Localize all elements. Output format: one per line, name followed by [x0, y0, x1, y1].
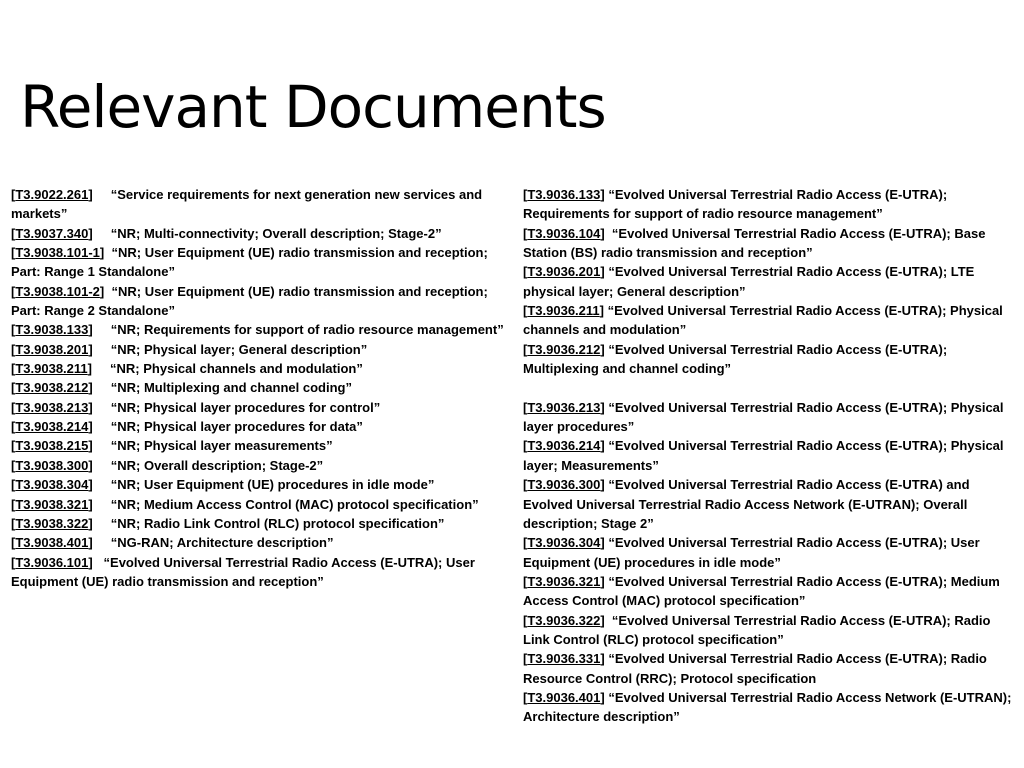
reference-entry: [T3.9036.201] “Evolved Universal Terrestrial Radio Access (E-UTRA); LTE physical layer; General description” — [523, 264, 975, 299]
reference-entry: [T3.9022.261] “Service requirements for next generation new services and markets” — [11, 187, 483, 222]
reference-title: “NR; Physical layer procedures for control” — [110, 399, 381, 415]
reference-entry: [T3.9037.340] “NR; Multi-connectivity; Overall description; Stage-2” — [11, 225, 442, 241]
reference-title: “Evolved Universal Terrestrial Radio Access (E-UTRA); Medium Access Control (MAC) protocol specification” — [523, 573, 1000, 609]
reference-entry: [T3.9036.300] “Evolved Universal Terrestrial Radio Access (E-UTRA) and Evolved Universal Terrestrial Radio Access Network (E-UTRAN); Overall description; Stage 2” — [523, 477, 970, 531]
reference-separator: ] — [88, 380, 111, 396]
reference-title: “NR; User Equipment (UE) radio transmission and reception; Part: Range 1 Standalone” — [11, 245, 488, 280]
reference-entry: [T3.9038.101-1] “NR; User Equipment (UE) radio transmission and reception; Part: Range 1 Standalone” — [11, 245, 488, 280]
reference-link[interactable]: T3.9036.322 — [527, 612, 601, 628]
reference-separator: ] — [600, 399, 609, 415]
reference-separator: ] — [600, 438, 609, 454]
reference-title: “Evolved Universal Terrestrial Radio Access (E-UTRA); Base Station (BS) radio transmission and reception” — [523, 225, 986, 261]
reference-link[interactable]: T3.9036.104 — [527, 225, 601, 241]
reference-title: “NR; Multi-connectivity; Overall description; Stage-2” — [110, 225, 442, 241]
reference-separator: ] — [88, 496, 111, 512]
reference-link[interactable]: T3.9036.331 — [527, 651, 601, 667]
reference-link[interactable]: T3.9036.304 — [527, 535, 601, 551]
reference-separator: ] — [88, 438, 111, 454]
reference-separator: ] — [88, 322, 111, 338]
reference-link[interactable]: T3.9022.261 — [15, 187, 89, 202]
reference-title: “Evolved Universal Terrestrial Radio Access (E-UTRA); Physical channels and modulation” — [523, 303, 1003, 338]
reference-entry: [T3.9036.133] “Evolved Universal Terrestrial Radio Access (E-UTRA); Requirements for support of radio resource management” — [523, 187, 948, 222]
reference-separator: ] — [87, 361, 111, 377]
reference-link[interactable]: T3.9036.401 — [527, 689, 601, 705]
reference-separator: ] — [88, 477, 111, 493]
reference-link[interactable]: T3.9036.211 — [527, 303, 600, 319]
reference-separator: ] — [88, 554, 104, 570]
reference-link[interactable]: T3.9036.212 — [527, 341, 601, 357]
reference-link[interactable]: T3.9038.215 — [15, 438, 89, 454]
reference-link[interactable]: T3.9038.101-2 — [15, 283, 100, 299]
reference-link[interactable]: T3.9036.214 — [527, 438, 601, 454]
reference-entry: [T3.9036.322] “Evolved Universal Terrestrial Radio Access (E-UTRA); Radio Link Control (RLC) protocol specification” — [523, 612, 991, 647]
reference-title: “Evolved Universal Terrestrial Radio Access (E-UTRA); LTE physical layer; General description” — [523, 264, 975, 299]
reference-entry: [T3.9038.322] “NR; Radio Link Control (RLC) protocol specification” — [11, 515, 445, 531]
reference-link[interactable]: T3.9036.321 — [527, 573, 601, 589]
reference-link[interactable]: T3.9038.213 — [15, 399, 89, 415]
reference-title: “Evolved Universal Terrestrial Radio Access (E-UTRA) and Evolved Universal Terrestrial Radio Access Network (E-UTRAN); Overall description; Stage 2” — [523, 477, 970, 531]
reference-separator: ] — [600, 477, 609, 493]
reference-title: “Evolved Universal Terrestrial Radio Access (E-UTRA); Physical layer; Measurements” — [523, 438, 1004, 473]
reference-link[interactable]: T3.9036.101 — [15, 554, 89, 570]
reference-link[interactable]: T3.9038.322 — [15, 515, 89, 531]
reference-entry: [T3.9036.331] “Evolved Universal Terrestrial Radio Access (E-UTRA); Radio Resource Control (RRC); Protocol specification — [523, 651, 987, 686]
reference-link[interactable]: T3.9037.340 — [15, 225, 89, 241]
reference-entry: [T3.9038.201] “NR; Physical layer; General description” — [11, 341, 368, 357]
reference-title: “NR; Physical layer measurements” — [110, 438, 333, 454]
reference-title: “NR; Medium Access Control (MAC) protocol specification” — [110, 496, 479, 512]
reference-link[interactable]: T3.9038.101-1 — [15, 245, 100, 261]
reference-entry: [T3.9036.211] “Evolved Universal Terrestrial Radio Access (E-UTRA); Physical channels and modulation” — [523, 303, 1003, 338]
reference-separator: ] — [88, 187, 111, 202]
reference-title: “NR; User Equipment (UE) procedures in idle mode” — [110, 477, 435, 493]
reference-entry: [T3.9038.321] “NR; Medium Access Control (MAC) protocol specification” — [11, 496, 479, 512]
reference-separator: ] — [600, 651, 609, 667]
reference-link[interactable]: T3.9038.201 — [15, 341, 89, 357]
reference-separator: ] — [99, 245, 112, 261]
reference-title: “Service requirements for next generation new services and markets” — [11, 187, 483, 222]
reference-separator: ] — [88, 515, 111, 531]
reference-separator: ] — [88, 341, 111, 357]
reference-title: “NR; Physical layer; General description” — [110, 341, 368, 357]
reference-title: “NR; Multiplexing and channel coding” — [110, 380, 352, 396]
reference-separator: ] — [88, 399, 111, 415]
reference-link[interactable]: T3.9038.304 — [15, 477, 89, 493]
reference-entry: [T3.9036.104] “Evolved Universal Terrestrial Radio Access (E-UTRA); Base Station (BS) radio transmission and reception” — [523, 225, 986, 261]
reference-entry: [T3.9036.214] “Evolved Universal Terrestrial Radio Access (E-UTRA); Physical layer; Measurements” — [523, 438, 1004, 473]
reference-entry: [T3.9038.211] “NR; Physical channels and modulation” — [11, 361, 363, 377]
reference-link[interactable]: T3.9038.214 — [15, 419, 89, 435]
reference-entry: [T3.9038.300] “NR; Overall description; Stage-2” — [11, 457, 324, 473]
reference-entry: [T3.9038.214] “NR; Physical layer procedures for data” — [11, 419, 363, 435]
reference-link[interactable]: T3.9038.212 — [15, 380, 89, 396]
reference-title: “Evolved Universal Terrestrial Radio Access (E-UTRA); Radio Link Control (RLC) protocol specification” — [523, 612, 991, 647]
left-reference-list — [11, 185, 511, 591]
reference-separator: ] — [88, 419, 111, 435]
reference-title: “Evolved Universal Terrestrial Radio Access (E-UTRA); User Equipment (UE) radio transmission and reception” — [11, 554, 475, 589]
page-title: Relevant Documents — [20, 73, 606, 141]
reference-separator: ] — [88, 225, 111, 241]
reference-title: “Evolved Universal Terrestrial Radio Access (E-UTRA); User Equipment (UE) procedures in idle mode” — [523, 535, 980, 570]
reference-title: “NR; Radio Link Control (RLC) protocol specification” — [110, 515, 445, 531]
reference-title: “Evolved Universal Terrestrial Radio Access (E-UTRA); Physical layer procedures” — [523, 399, 1004, 435]
reference-link[interactable]: T3.9038.133 — [15, 322, 89, 338]
reference-title: “NR; Requirements for support of radio resource management” — [110, 322, 504, 338]
reference-separator: ] — [600, 689, 609, 705]
reference-link[interactable]: T3.9036.201 — [527, 264, 601, 280]
reference-separator: ] — [600, 612, 612, 628]
reference-separator: ] — [600, 225, 612, 241]
reference-separator: ] — [600, 341, 609, 357]
reference-separator: ] — [88, 457, 111, 473]
reference-title: “NR; Physical layer procedures for data” — [110, 419, 363, 435]
reference-separator: ] — [600, 264, 609, 280]
reference-separator: ] — [599, 303, 608, 319]
reference-entry: [T3.9036.212] “Evolved Universal Terrestrial Radio Access (E-UTRA); Multiplexing and channel coding” — [523, 341, 948, 377]
reference-separator: ] — [600, 187, 609, 202]
reference-link[interactable]: T3.9038.300 — [15, 457, 89, 473]
reference-link[interactable]: T3.9038.321 — [15, 496, 89, 512]
reference-link[interactable]: T3.9038.401 — [15, 535, 89, 551]
reference-link[interactable]: T3.9036.133 — [527, 187, 601, 202]
reference-entry: [T3.9038.213] “NR; Physical layer procedures for control” — [11, 399, 381, 415]
reference-entry: [T3.9038.133] “NR; Requirements for support of radio resource management” — [11, 322, 504, 338]
reference-entry: [T3.9038.101-2] “NR; User Equipment (UE) radio transmission and reception; Part: Range 2 Standalone” — [11, 283, 488, 319]
reference-entry: [T3.9036.321] “Evolved Universal Terrestrial Radio Access (E-UTRA); Medium Access Control (MAC) protocol specification” — [523, 573, 1000, 609]
reference-separator: ] — [600, 573, 609, 589]
right-reference-list — [523, 185, 1013, 727]
blank-line — [523, 378, 1013, 397]
reference-title: “Evolved Universal Terrestrial Radio Access (E-UTRA); Requirements for support of radio resource management” — [523, 187, 948, 222]
reference-title: “NG-RAN; Architecture description” — [110, 535, 334, 551]
reference-entry: [T3.9038.304] “NR; User Equipment (UE) procedures in idle mode” — [11, 477, 435, 493]
reference-separator: ] — [99, 283, 112, 299]
reference-entry: [T3.9038.215] “NR; Physical layer measurements” — [11, 438, 333, 454]
reference-title: “NR; User Equipment (UE) radio transmission and reception; Part: Range 2 Standalone” — [11, 283, 488, 319]
reference-entry: [T3.9036.101] “Evolved Universal Terrestrial Radio Access (E-UTRA); User Equipment (UE) radio transmission and reception” — [11, 554, 475, 589]
reference-title: “NR; Overall description; Stage-2” — [110, 457, 324, 473]
reference-link[interactable]: T3.9036.300 — [527, 477, 601, 493]
reference-entry: [T3.9038.212] “NR; Multiplexing and channel coding” — [11, 380, 352, 396]
reference-title: “NR; Physical channels and modulation” — [110, 361, 363, 377]
reference-link[interactable]: T3.9038.211 — [15, 361, 88, 377]
reference-entry: [T3.9038.401] “NG-RAN; Architecture description” — [11, 535, 334, 551]
reference-entry: [T3.9036.213] “Evolved Universal Terrestrial Radio Access (E-UTRA); Physical layer procedures” — [523, 399, 1004, 435]
reference-separator: ] — [600, 535, 609, 551]
reference-entry: [T3.9036.401] “Evolved Universal Terrestrial Radio Access Network (E-UTRAN); Architecture description” — [523, 689, 1012, 725]
reference-title: “Evolved Universal Terrestrial Radio Access Network (E-UTRAN); Architecture description” — [523, 689, 1012, 725]
reference-title: “Evolved Universal Terrestrial Radio Access (E-UTRA); Radio Resource Control (RRC); Protocol specification — [523, 651, 987, 686]
reference-entry: [T3.9036.304] “Evolved Universal Terrestrial Radio Access (E-UTRA); User Equipment (UE) procedures in idle mode” — [523, 535, 980, 570]
reference-separator: ] — [88, 535, 111, 551]
reference-link[interactable]: T3.9036.213 — [527, 399, 601, 415]
reference-title: “Evolved Universal Terrestrial Radio Access (E-UTRA); Multiplexing and channel coding” — [523, 341, 948, 377]
